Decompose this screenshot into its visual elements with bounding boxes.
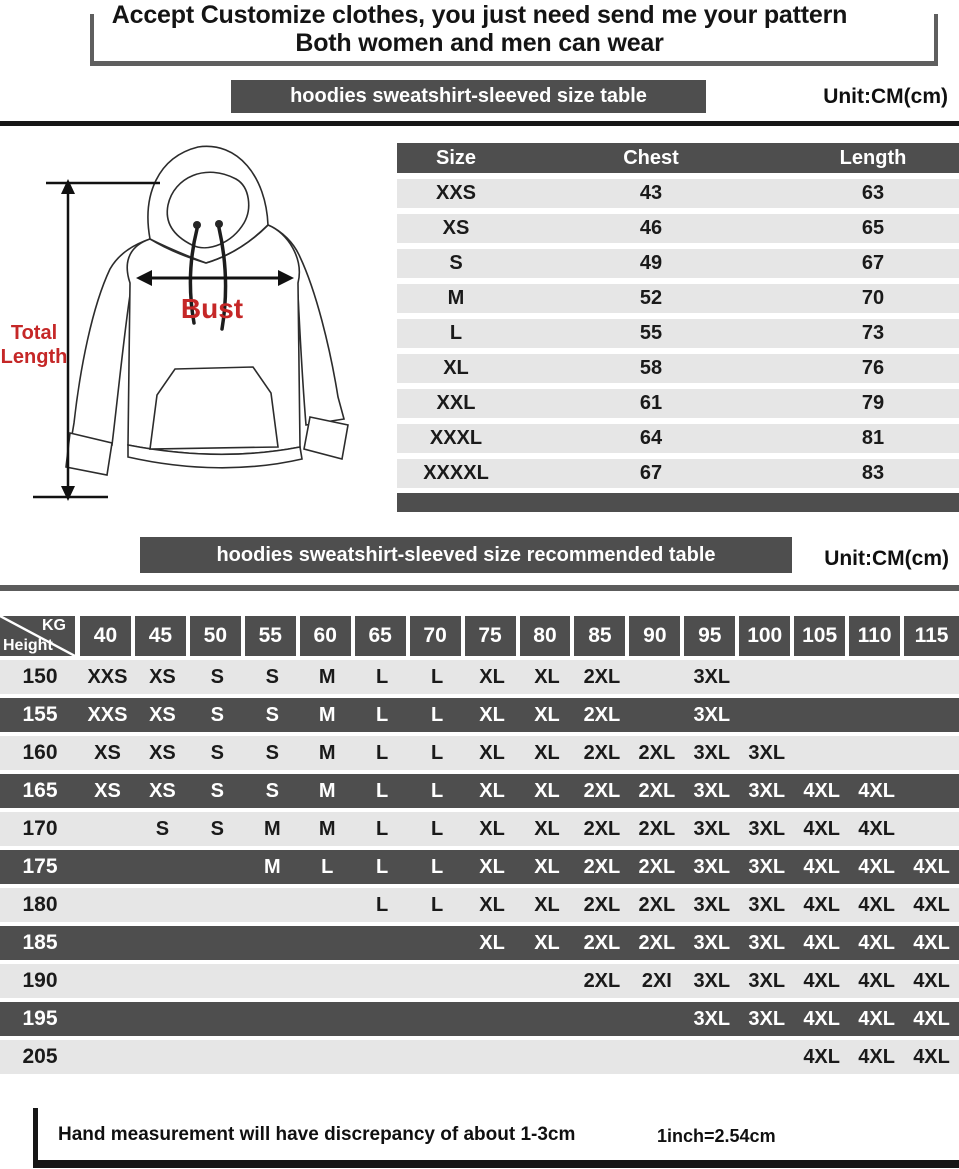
recommended-size-cell: S (210, 665, 225, 688)
size-table-row (397, 284, 959, 313)
recommended-size-cell: XL (534, 893, 560, 916)
weight-header-cell: 50 (190, 616, 245, 656)
recommended-size-cell: XL (479, 893, 505, 916)
recommended-size-cell: 4XL (803, 1045, 840, 1068)
weight-header-cell: 115 (904, 616, 959, 656)
recommended-size-cell: S (210, 817, 225, 840)
rec-table-row (0, 698, 959, 732)
size-value: XL (443, 357, 469, 379)
inch-conversion: 1inch=2.54cm (657, 1126, 776, 1146)
recommended-size-cell: XL (534, 703, 560, 726)
length-value: 81 (861, 427, 885, 449)
recommended-size-cell: M (263, 855, 281, 878)
recommended-size-cell: L (430, 703, 444, 726)
recommended-size-cell: S (265, 703, 279, 726)
recommended-size-cell: 2XL (583, 665, 621, 688)
weight-header-cell: 75 (465, 616, 520, 656)
recommended-size-cell: XL (534, 779, 560, 802)
recommended-size-cell: 4XL (803, 779, 840, 802)
recommended-table (0, 612, 959, 1078)
recommended-size-cell: 2XL (583, 931, 621, 954)
recommended-size-cell: 2XL (583, 817, 621, 840)
size-table-row (397, 389, 959, 418)
recommended-size-cell: 3XL (748, 969, 786, 992)
recommended-size-cell: 2XL (583, 703, 621, 726)
rec-weight-header (0, 616, 959, 656)
rec-table-row (0, 1002, 959, 1036)
corner-height-label: Height (3, 637, 53, 654)
corner-cell (0, 616, 80, 656)
header-line-1: Accept Customize clothes, you just need send me your pattern (111, 1, 848, 29)
recommended-size-cell: XL (479, 779, 505, 802)
weight-header-cell: 85 (574, 616, 629, 656)
length-value: 63 (861, 182, 885, 204)
recommended-size-cell: 3XL (693, 703, 731, 726)
weight-header-cell: 100 (739, 616, 794, 656)
length-value: 83 (861, 462, 885, 484)
recommended-size-cell: 2XL (638, 855, 676, 878)
recommended-size-cell: L (430, 779, 444, 802)
height-label: 180 (22, 893, 58, 916)
hoodie-measurement-diagram (0, 133, 390, 515)
recommended-size-cell: L (376, 665, 389, 688)
recommended-size-cell: L (376, 893, 389, 916)
size-table-row (397, 424, 959, 453)
height-label: 190 (22, 969, 58, 992)
recommended-size-cell: S (210, 703, 225, 726)
size-table-title: hoodies sweatshirt-sleeved size table (231, 80, 706, 113)
divider-middle (0, 585, 959, 591)
length-value: 76 (861, 357, 885, 379)
chest-value: 49 (639, 252, 663, 274)
recommended-size-cell: 3XL (748, 931, 786, 954)
recommended-size-cell: XXS (87, 703, 128, 726)
recommended-size-cell: XS (94, 779, 121, 802)
footer-left-bar (33, 1108, 38, 1162)
recommended-size-cell: 3XL (693, 969, 731, 992)
recommended-size-cell: XL (534, 665, 560, 688)
column-header-chest: Chest (623, 146, 679, 169)
chest-value: 61 (639, 392, 663, 414)
weight-header-cell: 105 (794, 616, 849, 656)
recommended-size-cell: 4XL (913, 855, 950, 878)
recommended-size-cell: 3XL (748, 779, 786, 802)
recommended-size-cell: 3XL (693, 665, 731, 688)
recommended-size-cell: L (376, 741, 389, 764)
size-table-header (397, 143, 959, 173)
recommended-size-cell: 4XL (858, 893, 895, 916)
recommended-size-cell: 4XL (858, 1045, 895, 1068)
size-table (397, 143, 959, 512)
recommended-size-cell: 2XI (641, 969, 672, 992)
recommended-size-cell: 4XL (858, 817, 895, 840)
recommended-size-cell: 3XL (693, 893, 731, 916)
recommended-size-cell: 4XL (803, 817, 840, 840)
recommended-size-cell: XL (534, 855, 560, 878)
recommended-size-cell: L (430, 855, 444, 878)
chest-value: 46 (639, 217, 663, 239)
recommended-size-cell: 2XL (583, 741, 621, 764)
size-table-row (397, 354, 959, 383)
recommended-size-cell: 3XL (693, 855, 731, 878)
weight-header-cell: 45 (135, 616, 190, 656)
recommended-size-cell: 4XL (858, 779, 895, 802)
recommended-size-cell: XL (479, 665, 505, 688)
total-length-label-line2: Length (0, 346, 68, 368)
chest-value: 64 (639, 427, 663, 449)
chest-value: 52 (639, 287, 663, 309)
height-label: 155 (22, 703, 58, 726)
size-table-row (397, 214, 959, 243)
unit-label-top: Unit:CM(cm) (823, 85, 948, 108)
weight-header-cell: 80 (520, 616, 575, 656)
height-label: 205 (22, 1045, 58, 1068)
recommended-size-cell: 3XL (693, 931, 731, 954)
rec-table-row (0, 926, 959, 960)
chest-value: 43 (639, 182, 663, 204)
recommended-size-cell: 2XL (638, 931, 676, 954)
recommended-size-cell: 2XL (638, 817, 676, 840)
weight-header-cell: 65 (355, 616, 410, 656)
size-value: XXS (435, 182, 477, 204)
recommended-size-cell: 2XL (638, 779, 676, 802)
rec-table-row (0, 964, 959, 998)
height-label: 175 (22, 855, 58, 878)
recommended-size-cell: 4XL (803, 931, 840, 954)
recommended-size-cell: 3XL (748, 893, 786, 916)
column-header-length: Length (839, 146, 907, 169)
measurement-note: Hand measurement will have discrepancy of about 1-3cm (58, 1124, 576, 1145)
recommended-size-cell: 2XL (583, 855, 621, 878)
recommended-size-cell: 3XL (693, 779, 731, 802)
recommended-table-title: hoodies sweatshirt-sleeved size recommended table (140, 537, 792, 573)
height-label: 185 (22, 931, 58, 954)
recommended-size-cell: L (376, 817, 389, 840)
recommended-size-cell: L (430, 741, 444, 764)
recommended-size-cell: XL (534, 931, 560, 954)
recommended-size-cell: 4XL (913, 931, 950, 954)
recommended-size-cell: 3XL (693, 817, 731, 840)
recommended-size-cell: M (318, 741, 336, 764)
weight-header-cell: 95 (684, 616, 739, 656)
weight-header-cell: 110 (849, 616, 904, 656)
recommended-size-cell: 4XL (858, 969, 895, 992)
recommended-size-cell: 4XL (858, 1007, 895, 1030)
recommended-size-cell: L (430, 817, 444, 840)
bust-label: Bust (180, 293, 244, 324)
recommended-size-cell: L (376, 855, 389, 878)
recommended-size-cell: L (376, 703, 389, 726)
size-table-rows (397, 173, 959, 488)
recommended-size-cell: L (430, 893, 444, 916)
recommended-size-cell: 2XL (583, 779, 621, 802)
recommended-size-cell: M (318, 817, 336, 840)
length-value: 67 (861, 252, 885, 274)
rec-table-row (0, 774, 959, 808)
recommended-size-cell: XL (534, 817, 560, 840)
recommended-size-cell: M (318, 703, 336, 726)
size-table-row (397, 459, 959, 488)
recommended-size-cell: XXS (87, 665, 128, 688)
recommended-size-cell: 4XL (913, 969, 950, 992)
height-label: 160 (22, 741, 58, 764)
footer-bottom-bar (33, 1160, 959, 1168)
kangaroo-pocket (150, 367, 278, 449)
recommended-size-cell: 4XL (803, 893, 840, 916)
recommended-size-cell: M (318, 779, 336, 802)
recommended-size-cell: S (265, 779, 279, 802)
recommended-size-cell: 3XL (748, 1007, 786, 1030)
header-line-2: Both women and men can wear (295, 29, 664, 57)
recommended-size-cell: M (263, 817, 281, 840)
column-header-size: Size (435, 146, 477, 169)
size-value: XS (442, 217, 470, 239)
chest-value: 67 (639, 462, 663, 484)
recommended-size-cell: 3XL (748, 741, 786, 764)
recommended-size-cell: S (155, 817, 170, 840)
weight-header-cell: 90 (629, 616, 684, 656)
height-label: 165 (22, 779, 58, 802)
recommended-size-cell: L (430, 665, 444, 688)
recommended-size-cell: 3XL (693, 1007, 731, 1030)
height-label: 170 (22, 817, 58, 840)
recommended-size-cell: S (210, 741, 225, 764)
divider-top (0, 121, 959, 126)
recommended-size-cell: 4XL (858, 931, 895, 954)
size-value: XXXXL (423, 462, 489, 484)
size-table-row (397, 249, 959, 278)
size-table-footer-bar (397, 493, 959, 512)
rec-table-row (0, 660, 959, 694)
total-length-label-line1: Total (10, 322, 58, 344)
recommended-size-cell: M (318, 665, 336, 688)
recommended-size-cell: XL (479, 703, 505, 726)
rec-table-row (0, 1040, 959, 1074)
weight-header-cell: 55 (245, 616, 300, 656)
right-cuff (304, 417, 348, 459)
rec-table-body (0, 660, 959, 1074)
recommended-size-cell: 2XL (583, 893, 621, 916)
recommended-size-cell: XS (94, 741, 121, 764)
length-value: 73 (861, 322, 885, 344)
page-header (0, 1, 959, 57)
recommended-size-cell: XL (534, 741, 560, 764)
recommended-size-cell: XS (149, 665, 176, 688)
length-value: 65 (861, 217, 885, 239)
size-table-row (397, 319, 959, 348)
rec-table-row (0, 812, 959, 846)
height-label: 195 (22, 1007, 58, 1030)
recommended-size-cell: 2XL (638, 893, 676, 916)
size-value: XXL (436, 392, 476, 414)
height-label: 150 (22, 665, 58, 688)
recommended-size-cell: 4XL (803, 969, 840, 992)
weight-header-cell: 40 (80, 616, 135, 656)
recommended-size-cell: 4XL (858, 855, 895, 878)
recommended-size-cell: 4XL (803, 1007, 840, 1030)
recommended-size-cell: S (210, 779, 225, 802)
size-value: XXXL (429, 427, 483, 449)
rec-table-row (0, 888, 959, 922)
recommended-size-cell: 4XL (913, 893, 950, 916)
recommended-size-cell: 3XL (693, 741, 731, 764)
weight-header-cell: 60 (300, 616, 355, 656)
chest-value: 55 (639, 322, 663, 344)
recommended-size-cell: XS (149, 779, 176, 802)
recommended-size-cell: 4XL (913, 1045, 950, 1068)
recommended-size-cell: XS (149, 703, 176, 726)
recommended-size-cell: 4XL (913, 1007, 950, 1030)
recommended-size-cell: XL (479, 931, 505, 954)
recommended-size-cell: L (321, 855, 334, 878)
recommended-size-cell: 3XL (748, 855, 786, 878)
recommended-size-cell: S (265, 665, 279, 688)
size-value: S (449, 252, 463, 274)
rec-table-row (0, 850, 959, 884)
recommended-size-cell: XS (149, 741, 176, 764)
size-table-row (397, 179, 959, 208)
unit-label-bottom: Unit:CM(cm) (824, 547, 949, 570)
rec-table-row (0, 736, 959, 770)
recommended-size-cell: 4XL (803, 855, 840, 878)
size-value: L (449, 322, 463, 344)
chest-value: 58 (639, 357, 663, 379)
size-value: M (447, 287, 465, 309)
recommended-size-cell: 2XL (583, 969, 621, 992)
corner-kg-label: KG (42, 617, 66, 634)
recommended-size-cell: S (265, 741, 279, 764)
recommended-size-cell: XL (479, 855, 505, 878)
recommended-size-cell: L (376, 779, 389, 802)
length-value: 70 (861, 287, 885, 309)
recommended-size-cell: 3XL (748, 817, 786, 840)
recommended-size-cell: 2XL (638, 741, 676, 764)
weight-header-cell: 70 (410, 616, 465, 656)
recommended-size-cell: XL (479, 817, 505, 840)
length-value: 79 (861, 392, 885, 414)
recommended-size-cell: XL (479, 741, 505, 764)
